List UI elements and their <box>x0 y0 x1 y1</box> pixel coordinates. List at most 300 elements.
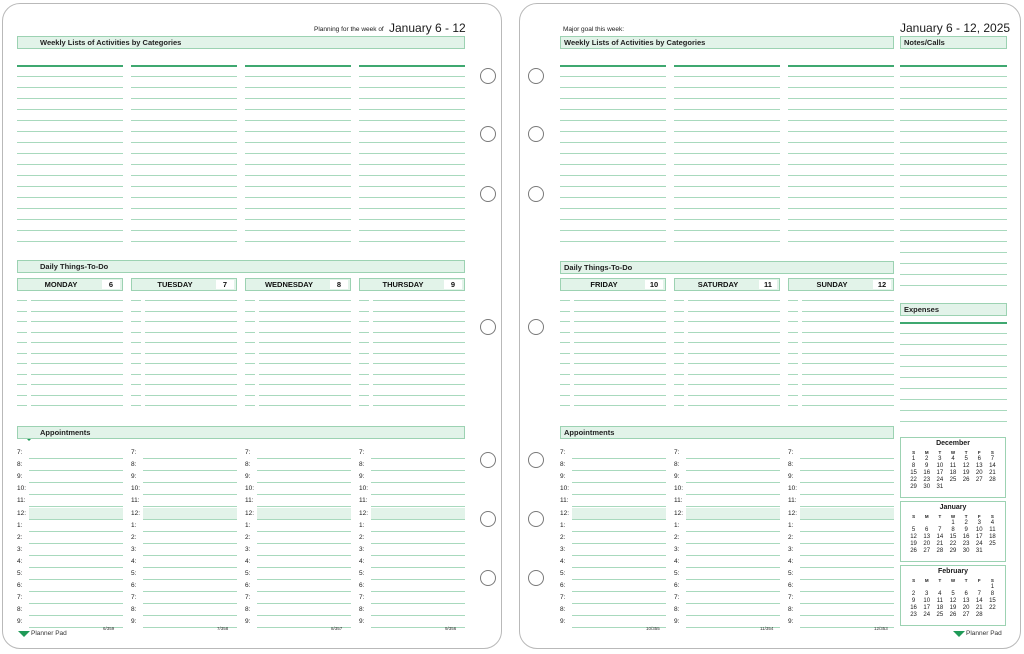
ruled-line[interactable] <box>788 65 894 67</box>
ruled-line[interactable] <box>17 131 123 132</box>
ruled-line[interactable] <box>359 153 465 154</box>
todo-check-line[interactable] <box>359 374 369 375</box>
todo-line[interactable] <box>145 374 237 375</box>
appointment-slot[interactable] <box>674 592 780 604</box>
appointment-slot[interactable] <box>131 495 237 507</box>
appointment-slot[interactable] <box>131 544 237 556</box>
appointment-slot[interactable] <box>131 508 237 520</box>
todo-check-line[interactable] <box>17 321 27 322</box>
ruled-line[interactable] <box>131 120 237 121</box>
appointment-slot[interactable] <box>788 495 894 507</box>
appointment-slot[interactable] <box>359 520 465 532</box>
todo-line[interactable] <box>688 405 780 406</box>
appointment-slot[interactable] <box>131 532 237 544</box>
todo-line[interactable] <box>373 353 465 354</box>
todo-line[interactable] <box>145 395 237 396</box>
ruled-line[interactable] <box>131 131 237 132</box>
todo-check-line[interactable] <box>131 363 141 364</box>
ruled-line[interactable] <box>131 186 237 187</box>
todo-line[interactable] <box>259 384 351 385</box>
appointment-slot[interactable] <box>245 556 351 568</box>
todo-line[interactable] <box>574 300 666 301</box>
todo-check-line[interactable] <box>245 395 255 396</box>
ruled-line[interactable] <box>788 164 894 165</box>
todo-line[interactable] <box>31 300 123 301</box>
todo-line[interactable] <box>802 332 894 333</box>
todo-check-line[interactable] <box>359 384 369 385</box>
ruled-line[interactable] <box>17 87 123 88</box>
ruled-line[interactable] <box>131 65 237 67</box>
appointment-slot[interactable] <box>674 544 780 556</box>
ruled-line[interactable] <box>245 186 351 187</box>
todo-check-line[interactable] <box>359 405 369 406</box>
ruled-line[interactable] <box>17 175 123 176</box>
todo-check-line[interactable] <box>131 311 141 312</box>
ruled-line[interactable] <box>900 186 1007 187</box>
ruled-line[interactable] <box>788 241 894 242</box>
todo-line[interactable] <box>145 342 237 343</box>
todo-check-line[interactable] <box>788 405 798 406</box>
ruled-line[interactable] <box>359 197 465 198</box>
todo-check-line[interactable] <box>131 374 141 375</box>
ruled-line[interactable] <box>131 87 237 88</box>
appointment-slot[interactable] <box>359 604 465 616</box>
ruled-line[interactable] <box>245 87 351 88</box>
ruled-line[interactable] <box>359 186 465 187</box>
ruled-line[interactable] <box>560 175 666 176</box>
todo-check-line[interactable] <box>359 342 369 343</box>
todo-line[interactable] <box>145 353 237 354</box>
ruled-line[interactable] <box>900 175 1007 176</box>
todo-line[interactable] <box>688 332 780 333</box>
todo-line[interactable] <box>574 374 666 375</box>
todo-line[interactable] <box>31 363 123 364</box>
todo-check-line[interactable] <box>245 332 255 333</box>
appointment-slot[interactable] <box>359 495 465 507</box>
todo-check-line[interactable] <box>245 300 255 301</box>
todo-check-line[interactable] <box>245 384 255 385</box>
ruled-line[interactable] <box>17 208 123 209</box>
ruled-line[interactable] <box>788 219 894 220</box>
todo-line[interactable] <box>802 405 894 406</box>
todo-line[interactable] <box>574 311 666 312</box>
ruled-line[interactable] <box>900 388 1007 389</box>
ruled-line[interactable] <box>245 65 351 67</box>
ruled-line[interactable] <box>900 98 1007 99</box>
appointment-slot[interactable] <box>359 459 465 471</box>
todo-line[interactable] <box>145 384 237 385</box>
todo-check-line[interactable] <box>17 300 27 301</box>
ruled-line[interactable] <box>359 164 465 165</box>
todo-check-line[interactable] <box>560 311 570 312</box>
ruled-line[interactable] <box>560 120 666 121</box>
todo-line[interactable] <box>574 342 666 343</box>
todo-check-line[interactable] <box>245 363 255 364</box>
todo-line[interactable] <box>31 342 123 343</box>
ruled-line[interactable] <box>17 219 123 220</box>
todo-line[interactable] <box>802 342 894 343</box>
todo-line[interactable] <box>574 353 666 354</box>
appointment-slot[interactable] <box>17 508 123 520</box>
ruled-line[interactable] <box>359 98 465 99</box>
appointment-slot[interactable] <box>674 483 780 495</box>
ruled-line[interactable] <box>674 65 780 67</box>
ruled-line[interactable] <box>900 399 1007 400</box>
appointment-slot[interactable] <box>788 483 894 495</box>
ruled-line[interactable] <box>245 197 351 198</box>
todo-line[interactable] <box>574 321 666 322</box>
appointment-slot[interactable] <box>560 580 666 592</box>
todo-check-line[interactable] <box>560 384 570 385</box>
appointment-slot[interactable] <box>245 459 351 471</box>
ruled-line[interactable] <box>900 219 1007 220</box>
appointment-slot[interactable] <box>131 520 237 532</box>
ruled-line[interactable] <box>674 186 780 187</box>
appointment-slot[interactable] <box>131 459 237 471</box>
todo-line[interactable] <box>688 300 780 301</box>
appointment-slot[interactable] <box>359 556 465 568</box>
ruled-line[interactable] <box>245 142 351 143</box>
appointment-slot[interactable] <box>131 604 237 616</box>
todo-check-line[interactable] <box>17 405 27 406</box>
ruled-line[interactable] <box>674 219 780 220</box>
todo-line[interactable] <box>259 342 351 343</box>
ruled-line[interactable] <box>900 142 1007 143</box>
todo-line[interactable] <box>574 363 666 364</box>
todo-line[interactable] <box>259 405 351 406</box>
todo-check-line[interactable] <box>560 363 570 364</box>
appointment-slot[interactable] <box>245 508 351 520</box>
ruled-line[interactable] <box>131 197 237 198</box>
todo-line[interactable] <box>802 353 894 354</box>
appointment-slot[interactable] <box>17 471 123 483</box>
ruled-line[interactable] <box>17 164 123 165</box>
appointment-slot[interactable] <box>359 580 465 592</box>
ruled-line[interactable] <box>359 120 465 121</box>
ruled-line[interactable] <box>359 65 465 67</box>
appointment-slot[interactable] <box>131 568 237 580</box>
ruled-line[interactable] <box>245 153 351 154</box>
appointment-slot[interactable] <box>788 556 894 568</box>
todo-line[interactable] <box>31 384 123 385</box>
ruled-line[interactable] <box>788 98 894 99</box>
appointment-slot[interactable] <box>245 483 351 495</box>
ruled-line[interactable] <box>788 142 894 143</box>
appointment-slot[interactable] <box>560 508 666 520</box>
ruled-line[interactable] <box>17 186 123 187</box>
todo-check-line[interactable] <box>788 311 798 312</box>
todo-line[interactable] <box>373 384 465 385</box>
ruled-line[interactable] <box>900 197 1007 198</box>
ruled-line[interactable] <box>359 208 465 209</box>
todo-line[interactable] <box>802 374 894 375</box>
todo-line[interactable] <box>373 374 465 375</box>
appointment-slot[interactable] <box>674 556 780 568</box>
todo-line[interactable] <box>145 321 237 322</box>
todo-check-line[interactable] <box>674 405 684 406</box>
todo-check-line[interactable] <box>560 374 570 375</box>
ruled-line[interactable] <box>674 98 780 99</box>
ruled-line[interactable] <box>788 87 894 88</box>
ruled-line[interactable] <box>900 421 1007 422</box>
todo-check-line[interactable] <box>131 300 141 301</box>
ruled-line[interactable] <box>131 109 237 110</box>
ruled-line[interactable] <box>900 285 1007 286</box>
appointment-slot[interactable] <box>245 495 351 507</box>
ruled-line[interactable] <box>359 131 465 132</box>
appointment-slot[interactable] <box>245 604 351 616</box>
appointment-slot[interactable] <box>788 508 894 520</box>
ruled-line[interactable] <box>17 98 123 99</box>
ruled-line[interactable] <box>17 109 123 110</box>
todo-check-line[interactable] <box>359 300 369 301</box>
ruled-line[interactable] <box>359 175 465 176</box>
ruled-line[interactable] <box>900 87 1007 88</box>
appointment-slot[interactable] <box>560 568 666 580</box>
ruled-line[interactable] <box>560 76 666 77</box>
appointment-slot[interactable] <box>674 495 780 507</box>
appointment-slot[interactable] <box>788 532 894 544</box>
todo-check-line[interactable] <box>131 405 141 406</box>
todo-check-line[interactable] <box>674 311 684 312</box>
todo-check-line[interactable] <box>674 332 684 333</box>
ruled-line[interactable] <box>245 131 351 132</box>
todo-check-line[interactable] <box>560 321 570 322</box>
todo-line[interactable] <box>574 384 666 385</box>
ruled-line[interactable] <box>788 76 894 77</box>
todo-check-line[interactable] <box>788 342 798 343</box>
todo-check-line[interactable] <box>245 405 255 406</box>
appointment-slot[interactable] <box>359 471 465 483</box>
todo-check-line[interactable] <box>17 332 27 333</box>
ruled-line[interactable] <box>560 186 666 187</box>
todo-check-line[interactable] <box>674 300 684 301</box>
ruled-line[interactable] <box>131 208 237 209</box>
ruled-line[interactable] <box>245 109 351 110</box>
ruled-line[interactable] <box>17 142 123 143</box>
todo-check-line[interactable] <box>131 384 141 385</box>
todo-check-line[interactable] <box>788 363 798 364</box>
appointment-slot[interactable] <box>560 471 666 483</box>
appointment-slot[interactable] <box>17 556 123 568</box>
ruled-line[interactable] <box>131 164 237 165</box>
todo-check-line[interactable] <box>245 374 255 375</box>
ruled-line[interactable] <box>788 131 894 132</box>
appointment-slot[interactable] <box>788 459 894 471</box>
ruled-line[interactable] <box>245 98 351 99</box>
ruled-line[interactable] <box>674 164 780 165</box>
ruled-line[interactable] <box>674 109 780 110</box>
appointment-slot[interactable] <box>674 568 780 580</box>
todo-check-line[interactable] <box>245 321 255 322</box>
appointment-slot[interactable] <box>560 495 666 507</box>
ruled-line[interactable] <box>245 230 351 231</box>
todo-check-line[interactable] <box>674 363 684 364</box>
todo-check-line[interactable] <box>131 321 141 322</box>
todo-line[interactable] <box>259 300 351 301</box>
appointment-slot[interactable] <box>788 447 894 459</box>
todo-check-line[interactable] <box>788 332 798 333</box>
ruled-line[interactable] <box>900 164 1007 165</box>
ruled-line[interactable] <box>788 230 894 231</box>
appointment-slot[interactable] <box>560 592 666 604</box>
appointment-slot[interactable] <box>245 532 351 544</box>
todo-check-line[interactable] <box>17 374 27 375</box>
appointment-slot[interactable] <box>131 556 237 568</box>
todo-line[interactable] <box>31 332 123 333</box>
todo-line[interactable] <box>373 405 465 406</box>
todo-check-line[interactable] <box>560 300 570 301</box>
appointment-slot[interactable] <box>245 544 351 556</box>
todo-check-line[interactable] <box>788 384 798 385</box>
ruled-line[interactable] <box>17 65 123 67</box>
ruled-line[interactable] <box>17 120 123 121</box>
ruled-line[interactable] <box>788 109 894 110</box>
todo-line[interactable] <box>145 363 237 364</box>
todo-line[interactable] <box>802 384 894 385</box>
todo-line[interactable] <box>802 363 894 364</box>
todo-check-line[interactable] <box>131 353 141 354</box>
appointment-slot[interactable] <box>560 532 666 544</box>
todo-check-line[interactable] <box>560 395 570 396</box>
ruled-line[interactable] <box>245 241 351 242</box>
ruled-line[interactable] <box>674 197 780 198</box>
appointment-slot[interactable] <box>788 580 894 592</box>
ruled-line[interactable] <box>900 109 1007 110</box>
todo-check-line[interactable] <box>674 353 684 354</box>
ruled-line[interactable] <box>560 197 666 198</box>
todo-check-line[interactable] <box>245 353 255 354</box>
appointment-slot[interactable] <box>245 471 351 483</box>
appointment-slot[interactable] <box>17 544 123 556</box>
todo-line[interactable] <box>373 311 465 312</box>
ruled-line[interactable] <box>560 87 666 88</box>
todo-line[interactable] <box>259 395 351 396</box>
ruled-line[interactable] <box>900 76 1007 77</box>
ruled-line[interactable] <box>900 131 1007 132</box>
todo-line[interactable] <box>688 384 780 385</box>
todo-line[interactable] <box>688 374 780 375</box>
todo-line[interactable] <box>31 353 123 354</box>
ruled-line[interactable] <box>788 120 894 121</box>
ruled-line[interactable] <box>788 186 894 187</box>
appointment-slot[interactable] <box>674 520 780 532</box>
appointment-slot[interactable] <box>17 568 123 580</box>
todo-line[interactable] <box>31 395 123 396</box>
todo-check-line[interactable] <box>560 342 570 343</box>
todo-line[interactable] <box>259 353 351 354</box>
ruled-line[interactable] <box>131 219 237 220</box>
todo-line[interactable] <box>259 332 351 333</box>
todo-check-line[interactable] <box>560 332 570 333</box>
ruled-line[interactable] <box>17 76 123 77</box>
todo-line[interactable] <box>259 363 351 364</box>
ruled-line[interactable] <box>560 131 666 132</box>
todo-check-line[interactable] <box>560 405 570 406</box>
ruled-line[interactable] <box>359 142 465 143</box>
ruled-line[interactable] <box>359 241 465 242</box>
ruled-line[interactable] <box>674 131 780 132</box>
ruled-line[interactable] <box>245 76 351 77</box>
appointment-slot[interactable] <box>788 568 894 580</box>
todo-line[interactable] <box>373 342 465 343</box>
ruled-line[interactable] <box>17 241 123 242</box>
appointment-slot[interactable] <box>17 604 123 616</box>
todo-line[interactable] <box>373 300 465 301</box>
ruled-line[interactable] <box>900 322 1007 324</box>
todo-line[interactable] <box>31 311 123 312</box>
todo-check-line[interactable] <box>674 374 684 375</box>
todo-line[interactable] <box>373 395 465 396</box>
appointment-slot[interactable] <box>788 604 894 616</box>
appointment-slot[interactable] <box>560 544 666 556</box>
ruled-line[interactable] <box>359 230 465 231</box>
ruled-line[interactable] <box>674 76 780 77</box>
todo-check-line[interactable] <box>131 342 141 343</box>
appointment-slot[interactable] <box>560 604 666 616</box>
ruled-line[interactable] <box>359 87 465 88</box>
appointment-slot[interactable] <box>359 508 465 520</box>
todo-check-line[interactable] <box>788 353 798 354</box>
todo-line[interactable] <box>259 311 351 312</box>
appointment-slot[interactable] <box>788 471 894 483</box>
todo-line[interactable] <box>31 374 123 375</box>
ruled-line[interactable] <box>359 76 465 77</box>
appointment-slot[interactable] <box>674 532 780 544</box>
ruled-line[interactable] <box>674 208 780 209</box>
ruled-line[interactable] <box>560 142 666 143</box>
ruled-line[interactable] <box>131 98 237 99</box>
ruled-line[interactable] <box>245 219 351 220</box>
ruled-line[interactable] <box>131 142 237 143</box>
ruled-line[interactable] <box>900 333 1007 334</box>
ruled-line[interactable] <box>900 241 1007 242</box>
todo-check-line[interactable] <box>674 342 684 343</box>
todo-line[interactable] <box>688 342 780 343</box>
ruled-line[interactable] <box>900 344 1007 345</box>
ruled-line[interactable] <box>560 208 666 209</box>
appointment-slot[interactable] <box>17 447 123 459</box>
ruled-line[interactable] <box>359 109 465 110</box>
todo-check-line[interactable] <box>17 311 27 312</box>
todo-line[interactable] <box>688 395 780 396</box>
todo-check-line[interactable] <box>131 332 141 333</box>
todo-line[interactable] <box>145 332 237 333</box>
todo-line[interactable] <box>145 300 237 301</box>
ruled-line[interactable] <box>245 164 351 165</box>
ruled-line[interactable] <box>900 274 1007 275</box>
todo-check-line[interactable] <box>788 300 798 301</box>
ruled-line[interactable] <box>788 153 894 154</box>
appointment-slot[interactable] <box>131 592 237 604</box>
todo-line[interactable] <box>802 311 894 312</box>
todo-line[interactable] <box>688 353 780 354</box>
ruled-line[interactable] <box>560 230 666 231</box>
ruled-line[interactable] <box>900 65 1007 67</box>
ruled-line[interactable] <box>674 87 780 88</box>
appointment-slot[interactable] <box>17 532 123 544</box>
todo-check-line[interactable] <box>359 353 369 354</box>
ruled-line[interactable] <box>131 230 237 231</box>
todo-line[interactable] <box>688 321 780 322</box>
todo-line[interactable] <box>31 405 123 406</box>
appointment-slot[interactable] <box>359 483 465 495</box>
ruled-line[interactable] <box>900 263 1007 264</box>
todo-check-line[interactable] <box>17 363 27 364</box>
ruled-line[interactable] <box>674 120 780 121</box>
ruled-line[interactable] <box>900 355 1007 356</box>
appointment-slot[interactable] <box>674 604 780 616</box>
